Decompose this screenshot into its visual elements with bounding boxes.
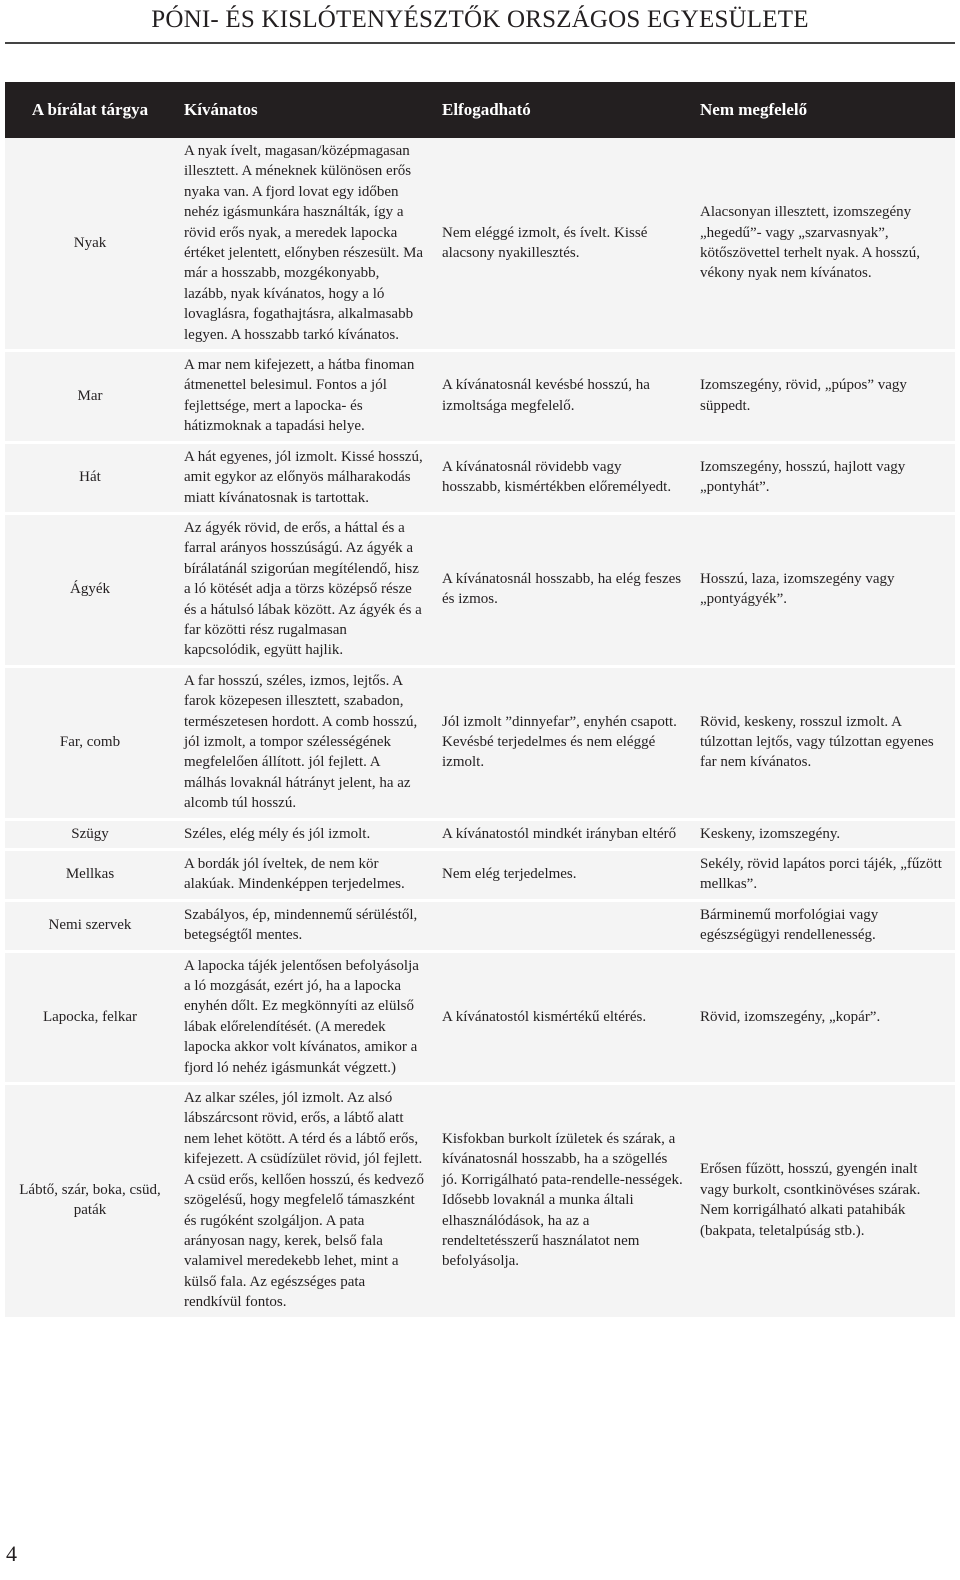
column-header-unacceptable: Nem megfelelő — [691, 82, 955, 138]
column-header-acceptable: Elfogadható — [433, 82, 691, 138]
cell-unacceptable: Izomszegény, rövid, „púpos” vagy süppedt. — [691, 352, 955, 444]
table-row — [5, 851, 955, 902]
cell-unacceptable: Keskeny, izomszegény. — [691, 821, 955, 851]
cell-unacceptable: Hosszú, laza, izomszegény vagy „pontyágyék”. — [691, 515, 955, 668]
cell-acceptable: A kívánatostól kismértékű eltérés. — [433, 953, 691, 1085]
cell-acceptable: Jól izmolt ”dinnyefar”, enyhén csapott. Kevésbé terjedelmes és nem eléggé izmolt. — [433, 668, 691, 821]
cell-acceptable: Nem eléggé izmolt, és ívelt. Kissé alacsony nyakillesztés. — [433, 138, 691, 352]
cell-subject: Lábtő, szár, boka, csüd, paták — [5, 1085, 175, 1316]
cell-unacceptable: Rövid, keskeny, rosszul izmolt. A túlzottan lejtős, vagy túlzottan egyenes far nem kívánatos. — [691, 668, 955, 821]
table-row — [5, 668, 955, 821]
cell-unacceptable: Rövid, izomszegény, „kopár”. — [691, 953, 955, 1085]
cell-subject: Hát — [5, 444, 175, 515]
table-row — [5, 821, 955, 851]
table-row — [5, 953, 955, 1085]
cell-desired: A nyak ívelt, magasan/középmagasan illesztett. A méneknek különösen erős nyaka van. A fjord lovat egy időben nehéz igásmunkára használták, így a rövid erős nyak, a meredek lapocka értéket jelentett, előnyben részesült. Ma már a hosszabb, mozgékonyabb, lazább, nyak kívánatos, hogy a ló lovaglásra, fogathajtásra, alkalmasabb legyen. A hosszabb tarkó kívánatos. — [175, 138, 433, 352]
cell-acceptable: Nem elég terjedelmes. — [433, 851, 691, 902]
cell-subject: Nemi szervek — [5, 902, 175, 953]
cell-unacceptable: Sekély, rövid lapátos porci tájék, „fűzött mellkas”. — [691, 851, 955, 902]
table-row — [5, 1085, 955, 1316]
table-row — [5, 444, 955, 515]
cell-acceptable: A kívánatosnál rövidebb vagy hosszabb, kismértékben előremélyedt. — [433, 444, 691, 515]
cell-subject: Ágyék — [5, 515, 175, 668]
cell-desired: A mar nem kifejezett, a hátba finoman átmenettel belesimul. Fontos a jól fejlettsége, mert a lapocka- és hátizmoknak a tapadási helye. — [175, 352, 433, 444]
cell-unacceptable: Bárminemű morfológiai vagy egészségügyi rendellenesség. — [691, 902, 955, 953]
table-row — [5, 515, 955, 668]
cell-unacceptable: Izomszegény, hosszú, hajlott vagy „pontyhát”. — [691, 444, 955, 515]
table-header-row — [5, 82, 955, 138]
cell-subject: Far, comb — [5, 668, 175, 821]
cell-subject: Mellkas — [5, 851, 175, 902]
cell-desired: Szabályos, ép, mindennemű sérüléstől, betegségtől mentes. — [175, 902, 433, 953]
cell-desired: Az alkar széles, jól izmolt. Az alsó lábszárcsont rövid, erős, a lábtő alatt nem lehet kötött. A térd és a lábtő erős, kifejezett. A csüdízület rövid, jól fejlett. A csüd erős, kellően hosszú, és kedvező szögelésű, hogy megfelelő támaszként és rugóként szolgáljon. A pata arányosan nagy, kerek, belső fala valamivel meredekebb lehet, mint a külső fala. Az egészséges pata rendkívül fontos. — [175, 1085, 433, 1316]
cell-desired: A far hosszú, széles, izmos, lejtős. A farok közepesen illesztett, szabadon, természetesen hordott. A comb hosszú, jól izmolt, a tompor szélességének megfelelően állított. jól fejlett. A málhás lovaknál hátrányt jelent, ha az alcomb túl hosszú. — [175, 668, 433, 821]
cell-unacceptable: Alacsonyan illesztett, izomszegény „hegedű”- vagy „szarvasnyak”, kötőszövettel terhelt nyak. A hosszú, vékony nyak nem kívánatos. — [691, 138, 955, 352]
cell-desired: Az ágyék rövid, de erős, a háttal és a farral arányos hosszúságú. Az ágyék a bírálatánál szigorúan megítélendő, hisz a ló kötését adja a törzs középső része és a hátulsó lábak között. Az ágyék és a far közötti rész rugalmasan kapcsolódik, együtt hajlik. — [175, 515, 433, 668]
table-row — [5, 138, 955, 352]
column-header-subject: A bírálat tárgya — [5, 82, 175, 138]
cell-desired: A lapocka tájék jelentősen befolyásolja a ló mozgását, ezért jó, ha a lapocka enyhén dőlt. Ez megkönnyíti az elülső lábak előrelendítését. (A meredek lapocka akkor volt kívánatos, amikor a fjord ló nehéz igásmunkát végzett.) — [175, 953, 433, 1085]
cell-acceptable: A kívánatosnál kevésbé hosszú, ha izmoltsága megfelelő. — [433, 352, 691, 444]
page-number: 4 — [6, 1541, 17, 1566]
table-row — [5, 902, 955, 953]
cell-acceptable: A kívánatosnál hosszabb, ha elég feszes és izmos. — [433, 515, 691, 668]
cell-desired: A bordák jól íveltek, de nem kör alakúak. Mindenképpen terjedelmes. — [175, 851, 433, 902]
cell-unacceptable: Erősen fűzött, hosszú, gyengén inalt vagy burkolt, csontkinövéses szárak. Nem korrigálható alkati patahibák (bakpata, teletalpúság stb.). — [691, 1085, 955, 1316]
cell-subject: Nyak — [5, 138, 175, 352]
cell-acceptable — [433, 902, 691, 953]
cell-subject: Mar — [5, 352, 175, 444]
organization-title: PÓNI- ÉS KISLÓTENYÉSZTŐK ORSZÁGOS EGYESÜLETE — [151, 6, 809, 33]
column-header-desired: Kívánatos — [175, 82, 433, 138]
cell-acceptable: A kívánatostól mindkét irányban eltérő — [433, 821, 691, 851]
cell-subject: Szügy — [5, 821, 175, 851]
cell-desired: Széles, elég mély és jól izmolt. — [175, 821, 433, 851]
table-row — [5, 352, 955, 444]
cell-desired: A hát egyenes, jól izmolt. Kissé hosszú, amit egykor az előnyös málharakodás miatt kívánatosnak is tartottak. — [175, 444, 433, 515]
cell-acceptable: Kisfokban burkolt ízületek és szárak, a kívánatosnál hosszabb, ha a szögellés jó. Korrigálható pata-rendelle-nességek. Idősebb lovaknál a munka általi elhasználódások, ha az a rendeltetésszerű használatot nem befolyásolja. — [433, 1085, 691, 1316]
cell-subject: Lapocka, felkar — [5, 953, 175, 1085]
evaluation-table — [5, 82, 955, 1317]
title-divider — [5, 42, 955, 44]
